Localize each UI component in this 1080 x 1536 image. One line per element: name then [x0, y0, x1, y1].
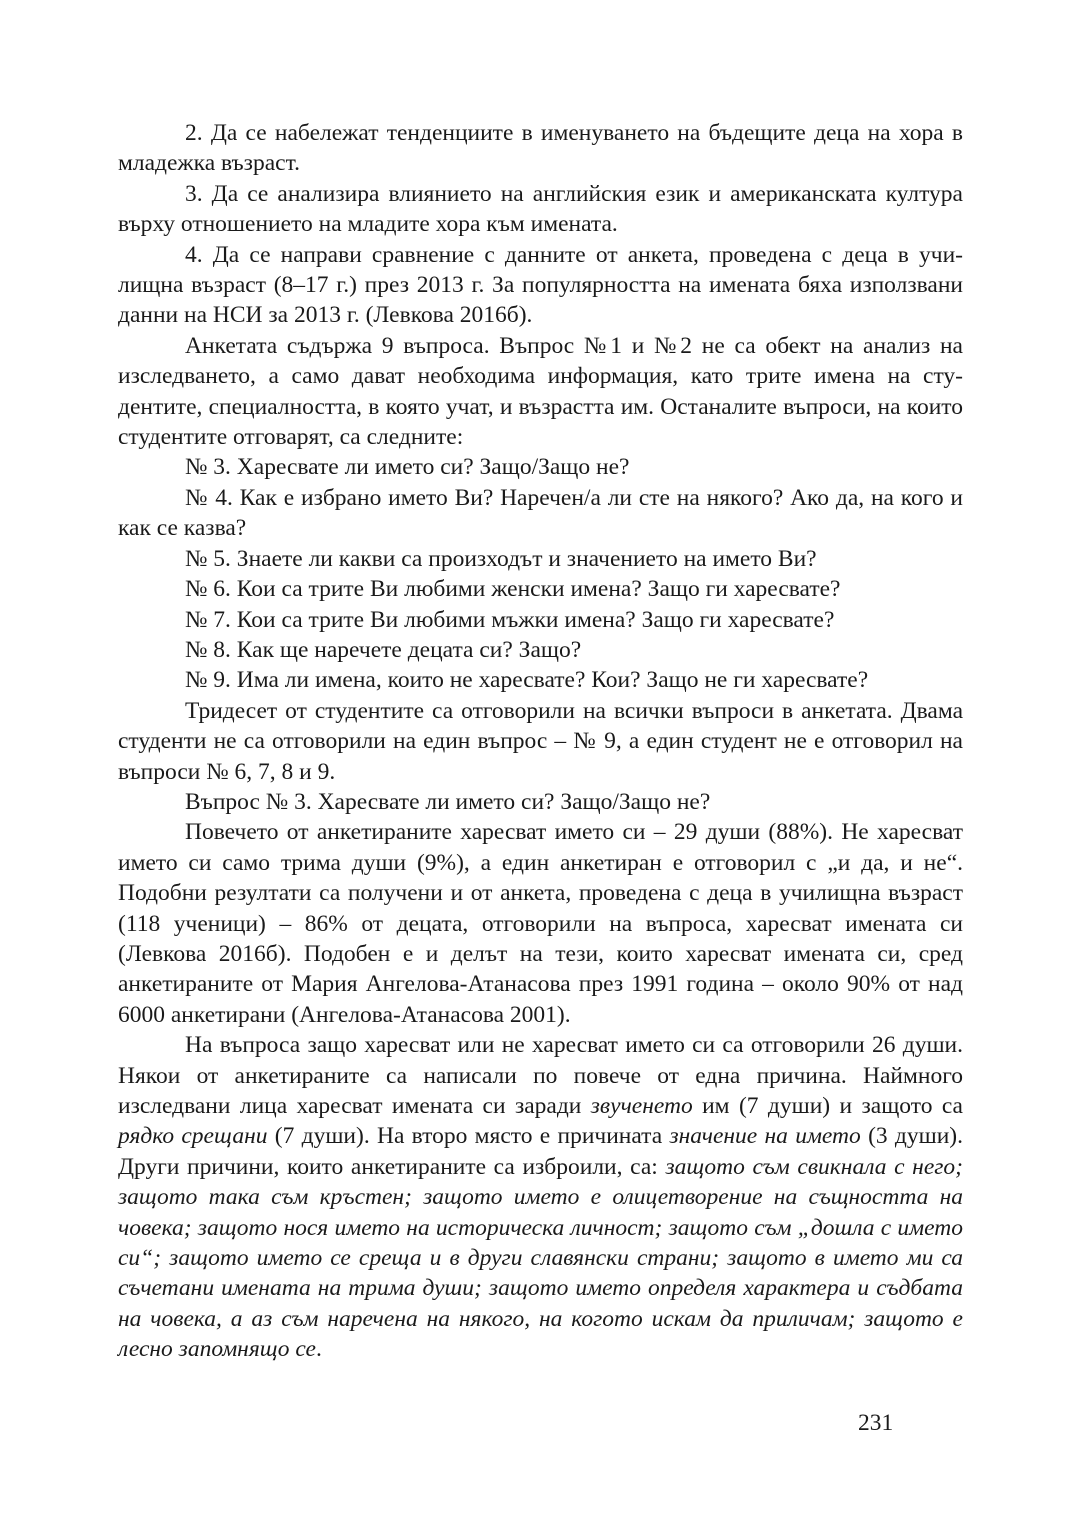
paragraph-response-count: Тридесет от студентите са отговорили на всички въпроси в анкетата. Двама студенти не са отговорили на един въпрос – № 9, а един студент не е отговорил на въпроси № 6, 7, 8 и 9.	[118, 697, 963, 785]
question-8: № 8. Как ще наречете децата си? Защо?	[185, 636, 582, 663]
page-number: 231	[858, 1410, 894, 1436]
emphasis-sound: звученето	[590, 1093, 693, 1119]
text-run: На въпроса защо харесват или не харесват името си са отговорили 26 души. Някои от анкетираните са написали по повече от една причина. Наймного изследвани лица харесват имената си заради	[118, 1032, 963, 1119]
paragraph-reasons	[118, 1030, 963, 1364]
page-body	[118, 118, 963, 1365]
paragraph-goal-4: 4. Да се направи сравнение с данните от анкета, проведена с деца в училищна възраст (8–17 г.) през 2013 г. За популярността на имената бяха използвани данни на НСИ за 2013 г. (Левкова 2016б).	[118, 241, 963, 329]
text-run: им (7 души) и защото са	[692, 1093, 963, 1119]
paragraph-results: Повечето от анкетираните харесват името си – 29 души (88%). Не харесват името си само трима души (9%), а един анкетиран е отговорил с „и да, и не“. Подобни резултати са получени и от анкета, проведена с деца в училищна възраст (118 ученици) – 86% от децата, отговорили на въпроса, харесват имената си (Левкова 2016б). Подобен е и делът на тези, които харесват имената си, сред анкетираните от Мария Ангелова-Атанасова през 1991 година – около 90% от над 6000 анкетирани (Ангелова-Атанасова 2001).	[118, 819, 963, 1028]
emphasis-rare: рядко срещани	[118, 1123, 268, 1150]
paragraph-survey-intro: Анкетата съдържа 9 въпроса. Въпрос №1 и №2 не са обект на анализ на изследването, а само дават необходима информация, като трите имена на студентите, специалността, в която учат, и възрастта им. Останалите въпроси, на които студентите отговарят, са следните:	[118, 332, 963, 451]
paragraph-goal-2: 2. Да се набележат тенденциите в именуването на бъдещите деца на хора в младежка възраст.	[118, 120, 963, 177]
question-9: № 9. Има ли имена, които не харесвате? Кои? Защо не ги харесвате?	[185, 667, 869, 694]
text-run: (3 души). Други причини, които анкетираните са изброили, са:	[118, 1123, 964, 1180]
paragraph-goal-3: 3. Да се анализира влиянието на английския език и американската култура върху отношението на младите хора към имената.	[118, 180, 963, 238]
text-run: (7 души). На второ място е причината	[267, 1123, 670, 1150]
text-run: .	[315, 1336, 322, 1363]
question-3: № 3. Харесвате ли името си? Защо/Защо не?	[185, 454, 630, 481]
question-6: № 6. Кои са трите Ви любими женски имена? Защо ги харесвате?	[185, 576, 841, 603]
section-heading-question-3: Въпрос № 3. Харесвате ли името си? Защо/Защо не?	[185, 788, 711, 815]
emphasis-other-reasons: защото съм свикнала с него; защото така съм кръстен; защото името е олицетворение на същността на човека; защото нося името на историческа личност; защото съм „дошла с името си“; защото името се среща и в други славянски страни; защото в името ми са съчетани имената на трима души; защото името определя характера и съдбата на човека, а аз съм наречена на някого, на когото искам да приличам; защото е лесно запомнящо се	[118, 1153, 963, 1363]
emphasis-meaning: значение на името	[669, 1123, 861, 1150]
question-5: № 5. Знаете ли какви са произходът и значението на името Ви?	[185, 545, 817, 572]
question-7: № 7. Кои са трите Ви любими мъжки имена? Защо ги харесвате?	[185, 606, 835, 633]
question-4: № 4. Как е избрано името Ви? Наречен/а ли сте на някого? Ако да, на кого и как се казва?	[118, 484, 963, 542]
